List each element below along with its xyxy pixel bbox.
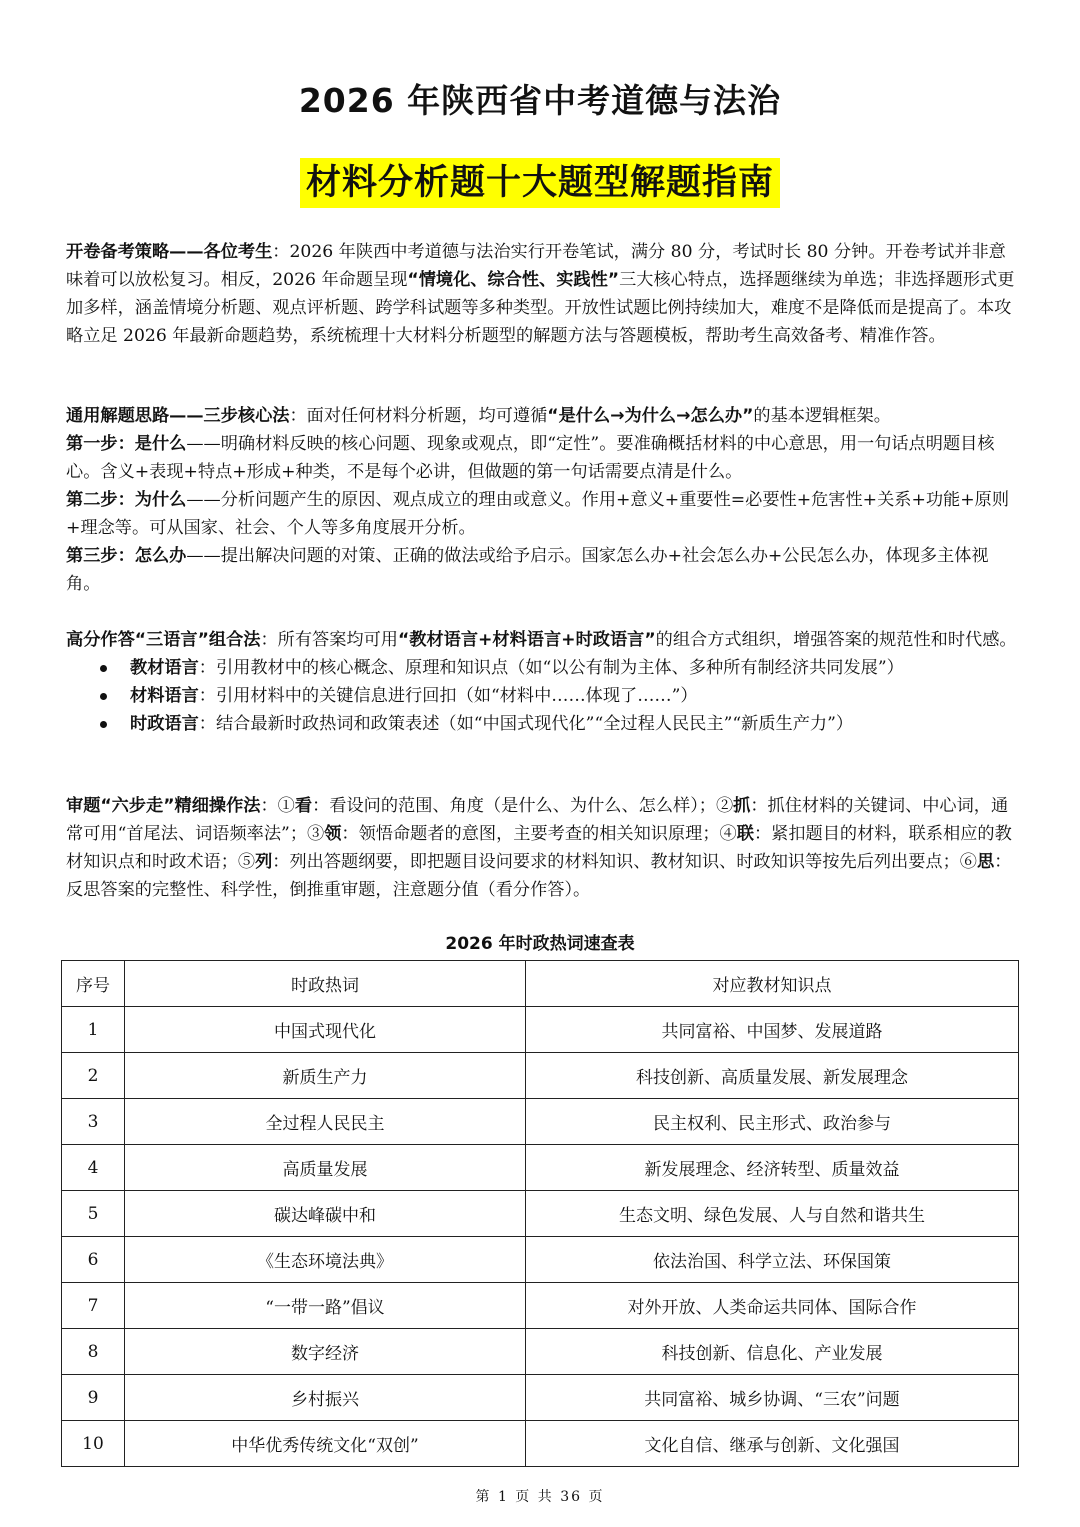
table-row [62,1145,1019,1191]
table-header-row [62,961,1019,1007]
general-lead: 通用解题思路——三步核心法 [66,406,290,426]
cell-hot-word: 中华优秀传统文化“双创” [125,1421,526,1467]
general-emphasis: “是什么→为什么→怎么办” [547,406,754,426]
cell-hot-word: 乡村振兴 [125,1375,526,1421]
step-paragraph [66,542,1022,598]
intro-paragraph [66,238,1022,350]
step-paragraph [66,486,1022,542]
intro-text-1: ：2026 年陕西中考道德与法治实行开卷笔试，满分 80 分，考试时长 80 分钟。开卷考试并非意味着可以放松复习。相反，2026 年命题呈现 [66,242,1006,290]
general-method-section [66,402,1022,598]
step-label: 第二步：为什么 [66,490,187,510]
cell-knowledge-point: 共同富裕、中国梦、发展道路 [526,1007,1019,1053]
list-item [66,654,1022,682]
language-emphasis: “教材语言+材料语言+时政语言” [397,630,656,650]
table-row [62,1329,1019,1375]
cell-hot-word: 中国式现代化 [125,1007,526,1053]
cell-knowledge-point: 科技创新、高质量发展、新发展理念 [526,1053,1019,1099]
list-item [66,710,1022,738]
step-text: ——提出解决问题的对策、正确的做法或给予启示。国家怎么办+社会怎么办+公民怎么办，体现多主体视角。 [66,546,989,594]
step-text: ——分析问题产生的原因、观点成立的理由或意义。作用+意义+重要性=必要性+危害性+关系+功能+原则+理念等。可从国家、社会、个人等多角度展开分析。 [66,490,1010,538]
list-item-label: 材料语言 [130,686,199,706]
cell-index: 7 [62,1283,125,1329]
cell-index: 9 [62,1375,125,1421]
table-row [62,1007,1019,1053]
table-title: 2026 年时政热词速查表 [445,934,635,954]
cell-hot-word: 全过程人民民主 [125,1099,526,1145]
cell-knowledge-point: 共同富裕、城乡协调、“三农”问题 [526,1375,1019,1421]
six-step-keyword: 领 [324,824,342,844]
language-text-2: 的组合方式组织，增强答案的规范性和时代感。 [655,630,1017,650]
cell-index: 10 [62,1421,125,1467]
six-step-keyword: 列 [255,852,273,872]
table-row [62,1283,1019,1329]
cell-hot-word: 数字经济 [125,1329,526,1375]
six-step-text: ：反思答案的完整性、科学性，倒推重审题，注意题分值（看分作答）。 [66,852,1012,900]
bullet-icon [100,721,107,728]
language-list [66,654,1022,738]
cell-knowledge-point: 依法治国、科学立法、环保国策 [526,1237,1019,1283]
step-text: ——明确材料反映的核心问题、现象或观点，即“定性”。要准确概括材料的中心意思，用一句话点明题目核心。含义+表现+特点+形成+种类，不是每个必讲，但做题的第一句话需要点清是什么。 [66,434,995,482]
general-text-1: ：面对任何材料分析题，均可遵循 [289,406,548,426]
column-header-index: 序号 [62,961,125,1007]
six-step-text: ：紧扣题目的材料，联系相应的教材知识点和时政术语；⑤ [66,824,1012,872]
column-header-knowledge-point: 对应教材知识点 [526,961,1019,1007]
six-step-section [66,792,1022,904]
list-item-label: 时政语言 [130,714,199,734]
table-row [62,1191,1019,1237]
cell-knowledge-point: 民主权利、民主形式、政治参与 [526,1099,1019,1145]
six-step-keyword: 思 [976,852,995,872]
language-lead: 高分作答“三语言”组合法 [66,630,261,650]
cell-knowledge-point: 文化自信、继承与创新、文化强国 [526,1421,1019,1467]
table-row [62,1375,1019,1421]
cell-index: 4 [62,1145,125,1191]
subtitle-wrap [0,158,1080,208]
six-step-text: ：① [260,796,295,816]
six-step-keyword: 联 [736,824,754,844]
bullet-icon [100,665,107,672]
column-header-hot-word: 时政热词 [125,961,526,1007]
intro-lead: 开卷备考策略——各位考生 [66,242,273,262]
list-item-text: ：结合最新时政热词和政策表述（如“中国式现代化”“全过程人民民主”“新质生产力”） [198,714,854,734]
cell-knowledge-point: 新发展理念、经济转型、质量效益 [526,1145,1019,1191]
list-item-label: 教材语言 [130,658,199,678]
page-title: 2026 年陕西省中考道德与法治 [298,81,782,120]
page-footer: 第 1 页 共 36 页 [475,1489,605,1505]
cell-index: 8 [62,1329,125,1375]
bullet-icon [100,693,107,700]
cell-hot-word: 碳达峰碳中和 [125,1191,526,1237]
cell-hot-word: 《生态环境法典》 [125,1237,526,1283]
cell-hot-word: “一带一路”倡议 [125,1283,526,1329]
six-step-lead: 审题“六步走”精细操作法 [66,796,261,816]
cell-index: 3 [62,1099,125,1145]
table-row [62,1053,1019,1099]
cell-hot-word: 高质量发展 [125,1145,526,1191]
six-step-keyword: 抓 [733,796,751,816]
table-row [62,1237,1019,1283]
hot-words-table [61,960,1019,1467]
cell-index: 5 [62,1191,125,1237]
list-item-text: ：引用教材中的核心概念、原理和知识点（如“以公有制为主体、多种所有制经济共同发展”） [198,658,904,678]
cell-index: 6 [62,1237,125,1283]
table-row [62,1099,1019,1145]
cell-index: 1 [62,1007,125,1053]
general-text-2: 的基本逻辑框架。 [753,406,891,426]
step-label: 第三步：怎么办 [66,546,187,566]
intro-emphasis: “情境化、综合性、实践性” [407,270,620,290]
step-label: 第一步：是什么 [66,434,187,454]
cell-knowledge-point: 对外开放、人类命运共同体、国际合作 [526,1283,1019,1329]
cell-knowledge-point: 生态文明、绿色发展、人与自然和谐共生 [526,1191,1019,1237]
intro-text-2: 三大核心特点，选择题继续为单选；非选择题形式更加多样，涵盖情境分析题、观点评析题、跨学科试题等多种类型。开放性试题比例持续加大，难度不是降低而是提高了。本攻略立足 2026 年最新命题趋势，系统梳理十大材料分析题型的解题方法与答题模板，帮助考生高效备考、精准作答。 [66,270,1015,346]
cell-index: 2 [62,1053,125,1099]
table-row [62,1421,1019,1467]
six-step-text: ：抓住材料的关键词、中心词，通常可用“首尾法、词语频率法”；③ [66,796,1009,844]
six-step-text: ：看设问的范围、角度（是什么、为什么、怎么样）；② [312,796,734,816]
six-step-text: ：领悟命题者的意图，主要考查的相关知识原理；④ [341,824,737,844]
step-paragraph [66,430,1022,486]
page-subtitle: 材料分析题十大题型解题指南 [300,158,780,208]
list-item-text: ：引用材料中的关键信息进行回扣（如“材料中……体现了……”） [198,686,698,706]
cell-knowledge-point: 科技创新、信息化、产业发展 [526,1329,1019,1375]
list-item [66,682,1022,710]
six-step-text: ：列出答题纲要，即把题目设问要求的材料知识、教材知识、时政知识等按先后列出要点；⑥ [272,852,977,872]
language-text-1: ：所有答案均可用 [260,630,398,650]
three-language-section [66,626,1022,738]
cell-hot-word: 新质生产力 [125,1053,526,1099]
six-step-keyword: 看 [294,796,313,816]
